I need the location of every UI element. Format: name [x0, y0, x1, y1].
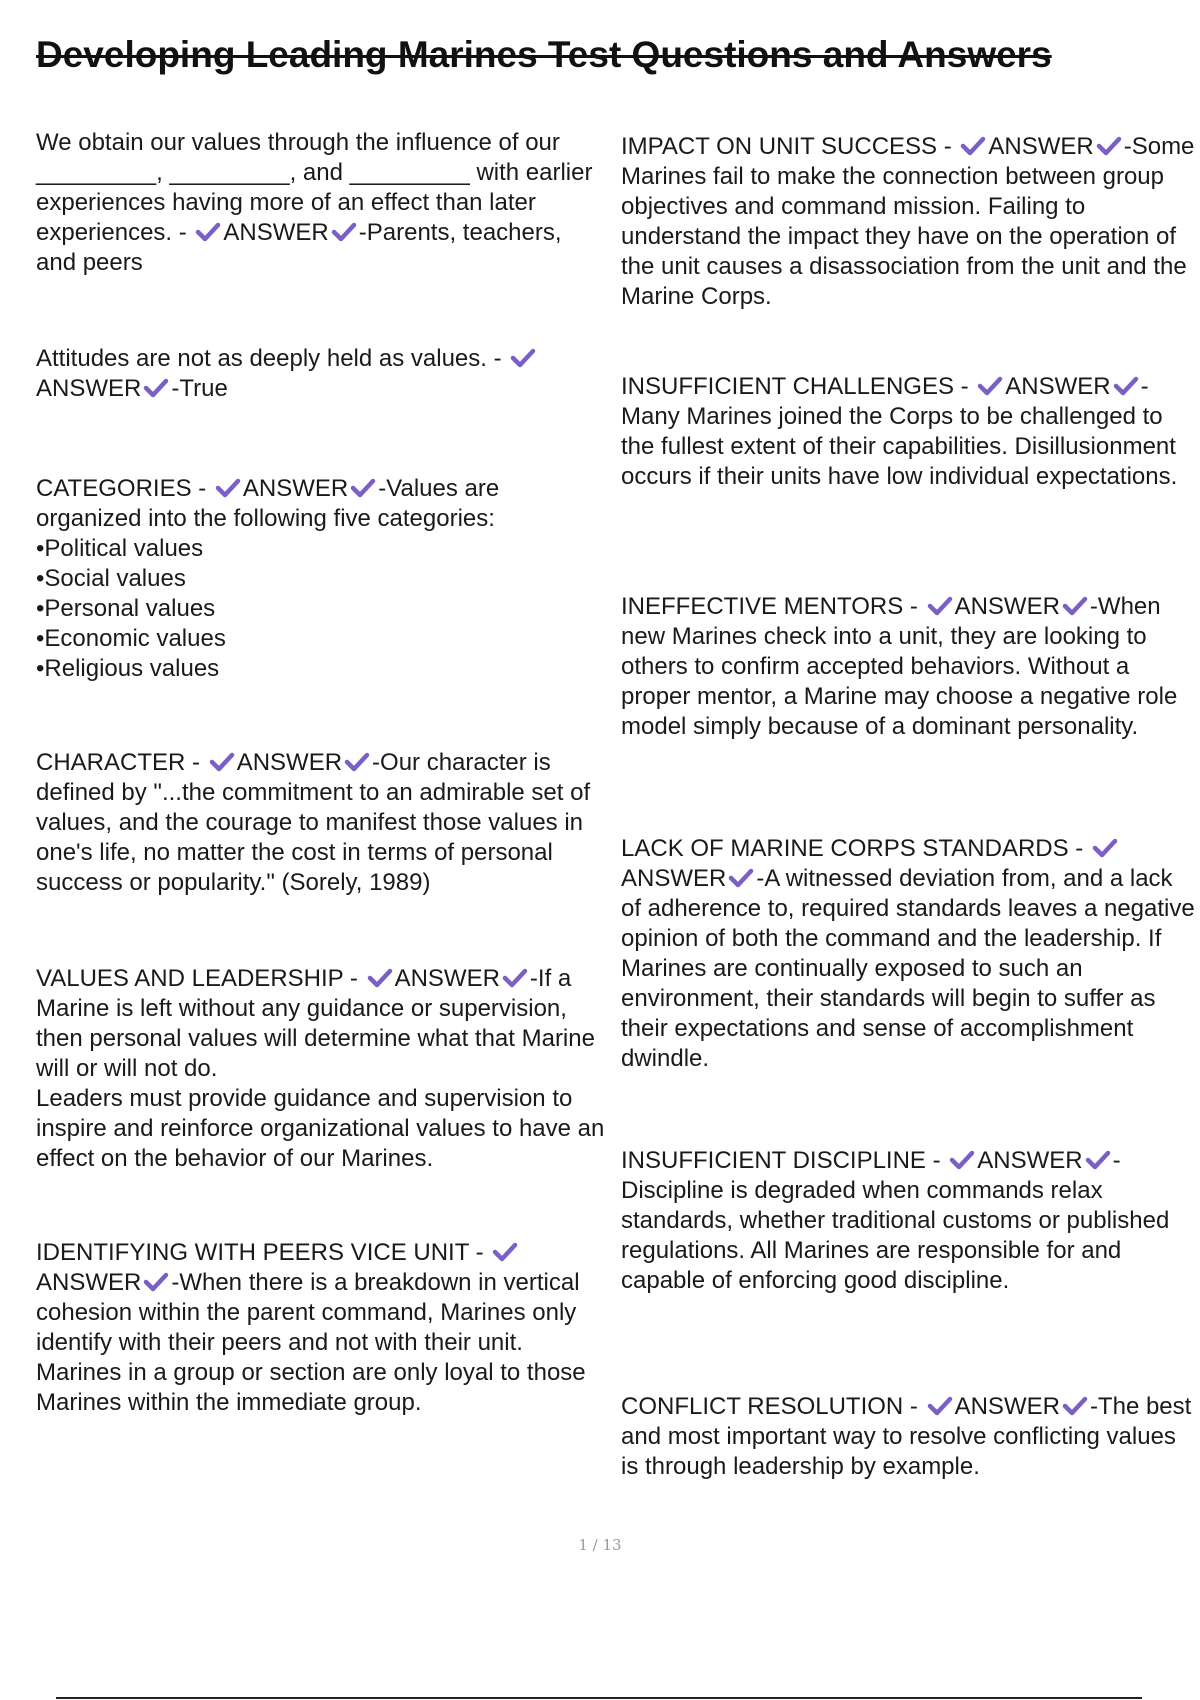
- answer-text: -If a Marine is left without any guidance or supervision, then personal values will determine what that Marine will or will not do.: [36, 965, 595, 1082]
- page-number: 1 / 13: [578, 1536, 622, 1554]
- check-icon: [1062, 1396, 1088, 1416]
- answer-text: -Parents, teachers, and peers: [36, 219, 562, 276]
- footer-divider: [56, 1697, 1142, 1699]
- question-text: CHARACTER -: [36, 749, 201, 776]
- qa-item: [36, 128, 606, 278]
- answer-label: ANSWER: [988, 133, 1094, 160]
- list-item: • Political values: [36, 534, 606, 564]
- question-text: LACK OF MARINE CORPS STANDARDS -: [621, 835, 1084, 862]
- qa-item: [36, 1238, 606, 1418]
- answer-text: -Some Marines fail to make the connection between group objectives and command mission. Failing to understand the impact they have on the operation of the unit causes a disassociation from the unit and the Marine Corps.: [621, 133, 1195, 310]
- question-text: Attitudes are not as deeply held as values. -: [36, 345, 502, 372]
- check-icon: [215, 478, 241, 498]
- qa-item: [621, 1146, 1199, 1296]
- check-icon: [344, 752, 370, 772]
- question-text: CATEGORIES -: [36, 475, 207, 502]
- answer-label: ANSWER: [977, 1147, 1083, 1174]
- check-icon: [960, 136, 986, 156]
- list-item: • Religious values: [36, 654, 606, 684]
- check-icon: [502, 968, 528, 988]
- qa-item: [36, 344, 606, 404]
- answer-text: -Many Marines joined the Corps to be challenged to the fullest extent of their capabilities. Disillusionment occurs if their units have low individual expectations.: [621, 373, 1178, 490]
- answer-text: -Discipline is degraded when commands relax standards, whether traditional customs or published regulations. All Marines are responsible for and capable of enforcing good discipline.: [621, 1147, 1170, 1294]
- answer-text: -When there is a breakdown in vertical cohesion within the parent command, Marines only identify with their peers and not with their unit. Marines in a group or section are only loyal to those Marines within the immediate group.: [36, 1269, 586, 1416]
- check-icon: [1085, 1150, 1111, 1170]
- check-icon: [350, 478, 376, 498]
- question-text: INEFFECTIVE MENTORS -: [621, 593, 918, 620]
- check-icon: [1113, 376, 1139, 396]
- answer-text: -The best and most important way to resolve conflicting values is through leadership by example.: [621, 1393, 1192, 1480]
- check-icon: [1062, 596, 1088, 616]
- qa-item: [36, 964, 606, 1174]
- question-text: CONFLICT RESOLUTION -: [621, 1393, 918, 1420]
- list-item: • Economic values: [36, 624, 606, 654]
- answer-label: ANSWER: [36, 375, 142, 402]
- category-list: [36, 534, 606, 684]
- qa-item: [621, 132, 1199, 312]
- check-icon: [1092, 838, 1118, 858]
- answer-label: ANSWER: [954, 1393, 1060, 1420]
- list-item: • Personal values: [36, 594, 606, 624]
- answer-text: -Values are organized into the following five categories:: [36, 475, 500, 532]
- answer-label: ANSWER: [236, 749, 343, 776]
- answer-text: -When new Marines check into a unit, they are looking to others to confirm accepted behaviors. Without a proper mentor, a Marine may choose a negative role model simply because of a dominant personality.: [621, 593, 1178, 740]
- check-icon: [209, 752, 235, 772]
- question-text: INSUFFICIENT CHALLENGES -: [621, 373, 969, 400]
- check-icon: [143, 378, 169, 398]
- answer-label: ANSWER: [1005, 373, 1111, 400]
- answer-label: ANSWER: [394, 965, 500, 992]
- qa-item: [621, 372, 1199, 492]
- check-icon: [510, 348, 536, 368]
- question-text: We obtain our values through the influence of our _________, _________, and _________ with earlier experiences having more of an effect than later experiences. -: [36, 129, 593, 246]
- answer-text: -A witnessed deviation from, and a lack of adherence to, required standards leaves a negative opinion of both the command and the leadership. If Marines are continually exposed to such an environment, their standards will begin to suffer as their expectations and sense of accomplishment dwindle.: [621, 865, 1195, 1072]
- qa-item: [36, 474, 606, 684]
- check-icon: [143, 1272, 169, 1292]
- answer-extra-text: Leaders must provide guidance and supervision to inspire and reinforce organizational values to have an effect on the behavior of our Marines.: [36, 1085, 605, 1172]
- check-icon: [927, 596, 953, 616]
- document-title: Developing Leading Marines Test Questions and Answers: [36, 34, 1052, 75]
- check-icon: [492, 1242, 518, 1262]
- check-icon: [331, 222, 357, 242]
- answer-label: ANSWER: [36, 1269, 142, 1296]
- question-text: INSUFFICIENT DISCIPLINE -: [621, 1147, 941, 1174]
- check-icon: [927, 1396, 953, 1416]
- question-text: VALUES AND LEADERSHIP -: [36, 965, 358, 992]
- check-icon: [1096, 136, 1122, 156]
- answer-label: ANSWER: [242, 475, 349, 502]
- qa-item: [621, 834, 1199, 1074]
- qa-item: [36, 748, 606, 898]
- question-text: IMPACT ON UNIT SUCCESS -: [621, 133, 952, 160]
- answer-text: -True: [171, 375, 228, 402]
- answer-label: ANSWER: [223, 219, 329, 246]
- qa-item: [621, 592, 1199, 742]
- check-icon: [977, 376, 1003, 396]
- qa-item: [621, 1392, 1199, 1482]
- check-icon: [728, 868, 754, 888]
- answer-label: ANSWER: [954, 593, 1060, 620]
- list-item: • Social values: [36, 564, 606, 594]
- check-icon: [367, 968, 393, 988]
- check-icon: [195, 222, 221, 242]
- question-text: IDENTIFYING WITH PEERS VICE UNIT -: [36, 1239, 484, 1266]
- check-icon: [949, 1150, 975, 1170]
- answer-text: -Our character is defined by "...the commitment to an admirable set of values, and the courage to manifest those values in one's life, no matter the cost in terms of personal success or popularity." (Sorely, 1989): [36, 749, 591, 896]
- answer-label: ANSWER: [621, 865, 727, 892]
